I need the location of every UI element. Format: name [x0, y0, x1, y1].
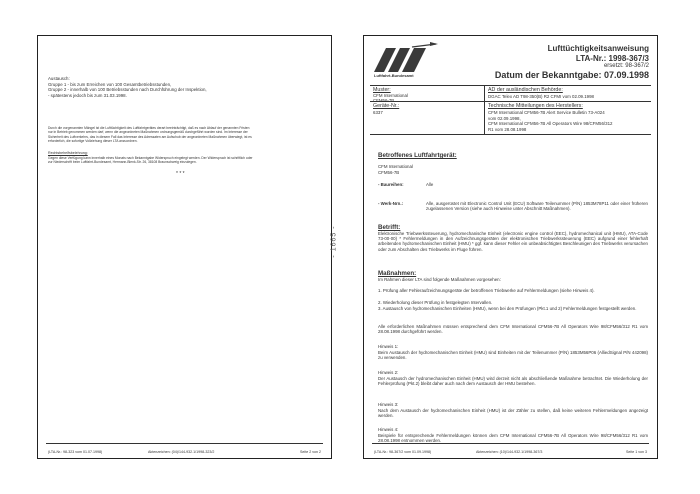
manufacturer-notes-label: Technische Mitteilungen des Herstellers:: [488, 103, 583, 109]
lba-logo-icon: [372, 42, 438, 75]
measures-intro: Im Rahmen dieser LTA sind folgende Maßnahmen vorgesehen:: [378, 277, 501, 282]
manufacturer-note-line: vom 02.09.1998,: [488, 115, 521, 121]
document-title: Lufttüchtigkeitsanweisung: [547, 44, 649, 53]
note-1-label: Hinweis 1:: [378, 344, 399, 349]
page-stamp: - 1665 -: [330, 225, 338, 258]
muster-value: CFM56-7B: [373, 98, 395, 103]
paragraph-line: Durch die vorgenannten Mängel ist die Lufttüchtigkeit des Luftfahrtgerätes derart beeinträchtigt, daß es nach Ablauf der genannten Fristen: [48, 126, 250, 130]
note-2-label: Hinweis 2:: [378, 370, 399, 375]
measure-item: 1. Prüfung aller Fehleraufzeichnungsgeräte der betroffenen Triebwerke auf Fehlermeldungen (siehe Hinweis 4).: [378, 288, 595, 293]
device-number-value: 6337: [373, 110, 383, 115]
remedy-line: Gegen diese Verfügung kann innerhalb eines Monats nach Bekanntgabe Widerspruch eingelegt werden. Der Widerspruch ist schriftlich oder: [48, 156, 253, 160]
muster-value: CFM International: [373, 93, 408, 98]
subject-text: Elektronische Triebwerkssteuerung, hydromechanische Einheit (electronic engine control (EEC), hydromechanical unit (HMU), ATA-Code 73-00-00) * Fehlermeldungen in den Aufzeichnungsgeräten der elektronischen Triebwerkssteuerung (EEC) aufgrund einer fehlerhaft arbeitenden hydromechanischen Einheit (HMU) * ggf. kann dieser Fehler ein unbeabsichtigtes Beschleunigen des Triebwerks verursachen oder zum Abschalten des Triebwerks im Fluge führen.: [378, 231, 648, 252]
note-4-label: Hinweis 4:: [378, 427, 399, 432]
affected-equipment-heading: Betroffenes Luftfahrtgerät:: [378, 152, 457, 159]
table-rule: [370, 85, 651, 86]
footer-lta-ref: (LTA-Nr.: 98-323 vom 01.07.1998): [48, 450, 103, 454]
document-page-1: [363, 35, 658, 459]
exchange-line: Gruppe 2 - innerhalb von 100 Betriebsstunden nach Durchführung der Inspektion,: [48, 87, 207, 92]
measure-item: 2. Wiederholung dieser Prüfung in festgelegten Intervallen.: [378, 300, 493, 305]
footer-page-number: Seite 2 von 2: [300, 450, 321, 454]
serial-numbers-value: Alle, ausgerüstet mit Electronic Control Unit (ECU) Software Teilenummer (P/N) 1853M78P11 oder einer früheren zugelassenen Version (siehe auch Hinweise unter Abschnitt Maßnahmen).: [426, 201, 648, 212]
footer-file-ref: Aktenzeichen: (10)/144-932.1/1998-367/3: [476, 450, 543, 454]
note-3-label: Hinweis 3:: [378, 402, 399, 407]
measures-paragraph: Alle erforderlichen Maßnahmen müssen entsprechend dem CFM International CFM56-7B All Operators Wire 98/CFM56/312 R1 vom 28.08.1998 durchgeführt werden.: [378, 324, 648, 335]
remedy-line: zur Niederschrift beim Luftfahrt-Bundesamt, Hermann-Blenk-Str. 26, 38108 Braunschweig einzulegen.: [48, 160, 197, 165]
serial-numbers-label: - Werk-Nrn.:: [378, 201, 404, 206]
series-label: - Baureihen:: [378, 182, 404, 187]
note-3-text: Nach dem Austausch der hydromechanischen Einheit (HMU) ist der Zähler zu stellen, daß keine weiteren Fehlermeldungen angezeigt werden.: [378, 408, 648, 419]
manufacturer-note-line: CFM International CFM56-7B Alert Service Bulletin 73-A024: [488, 110, 605, 115]
document-page-2: [37, 35, 332, 459]
note-4-text: Beispiele für entsprechende Fehlermeldungen können dem CFM International CFM56-7B All Operators Wire 98/CFM56/312 R1 vom 28.08.1998 entnommen werden.: [378, 433, 648, 444]
subject-heading: Betrifft:: [378, 224, 401, 231]
table-divider: [484, 85, 485, 134]
end-marker: * * *: [176, 171, 185, 177]
foreign-ad-value: DGAC Telex AD T98-350(B) R2 CFMI vom 02.09.1998: [488, 94, 594, 99]
footer-page-number: Seite 1 von 3: [626, 450, 647, 454]
remedy-heading: Rechtsbehelfsbelehrung:: [48, 151, 88, 155]
paragraph-line: Sicherheit des Luftverkehrs, das in diesem Fall das Interesse des Adressaten am Aufschub der angeordneten Maßnahmen überwiegt, ist es: [48, 134, 252, 139]
manufacturer-note-line: CFM International CFM56-7B All Operators Wire 98/CFM56/312: [488, 121, 613, 126]
affected-line: CFM International: [378, 164, 413, 169]
logo-caption: Luftfahrt-Bundesamt: [374, 73, 414, 78]
measure-item: 3. Austausch von hydromechanischen Einheiten (HMU), wenn bei den Prüfungen (Pkt.1 und 2) Fehlermeldungen festgestellt werden.: [378, 306, 637, 311]
exchange-line: Gruppe 1 - bis zum Erreichen von 100 Gesamtbetriebsstunden,: [48, 81, 172, 87]
replaces-number: ersetzt: 98-367/2: [603, 63, 649, 69]
measures-heading: Maßnahmen:: [378, 270, 417, 277]
table-rule: [370, 101, 651, 102]
footer-rule: [46, 443, 323, 444]
exchange-line: - spätestens jedoch bis zum 31.03.1998.: [48, 92, 127, 98]
publication-date: Datum der Bekanntgabe: 07.09.1998: [494, 70, 649, 80]
device-number-label: Geräte-Nr.:: [373, 103, 400, 109]
paragraph-line: erforderlich, die sofortige Vollziehung dieser LTA anzuordnen.: [48, 139, 138, 144]
note-1-text: Beim Austausch der hydromechanischen Einheit (HMU) sind Einheiten mit der Teilenummer (P/N) 1853M56P06 (AlliedSignal P/N 442098) zu verwenden.: [378, 350, 648, 361]
affected-line: CFM56-7B: [378, 170, 400, 175]
exchange-heading: Austausch:: [48, 76, 70, 81]
footer-file-ref: Aktenzeichen: (04)/144-932.1/1998-323/2: [148, 450, 215, 454]
foreign-ad-label: AD der ausländischen Behörde:: [488, 87, 563, 93]
paragraph-line: nur in Betrieb genommen werden darf, wenn die angeordneten Maßnahmen ordnungsgemäß durchgeführt worden sind. Im Interesse der: [48, 130, 248, 135]
lta-number: LTA-Nr.: 1998-367/3: [575, 54, 649, 63]
footer-rule: [372, 443, 649, 444]
table-rule: [370, 134, 651, 135]
note-2-text: Der Austausch der hydromechanischen Einheit (HMU) wird derzeit nicht als abschließende Maßnahme betrachtet. Die Wiederholung der Fehlerprüfung (Pkt.2) bleibt daher auch nach dem Austausch der HMU bestehen.: [378, 376, 648, 387]
series-value: Alle: [426, 182, 434, 187]
footer-lta-ref: (LTA-Nr.: 98-367/2 vom 01.09.1998): [374, 450, 432, 454]
muster-label: Muster:: [373, 87, 391, 93]
manufacturer-note-line: R1 vom 28.08.1998: [488, 126, 527, 132]
